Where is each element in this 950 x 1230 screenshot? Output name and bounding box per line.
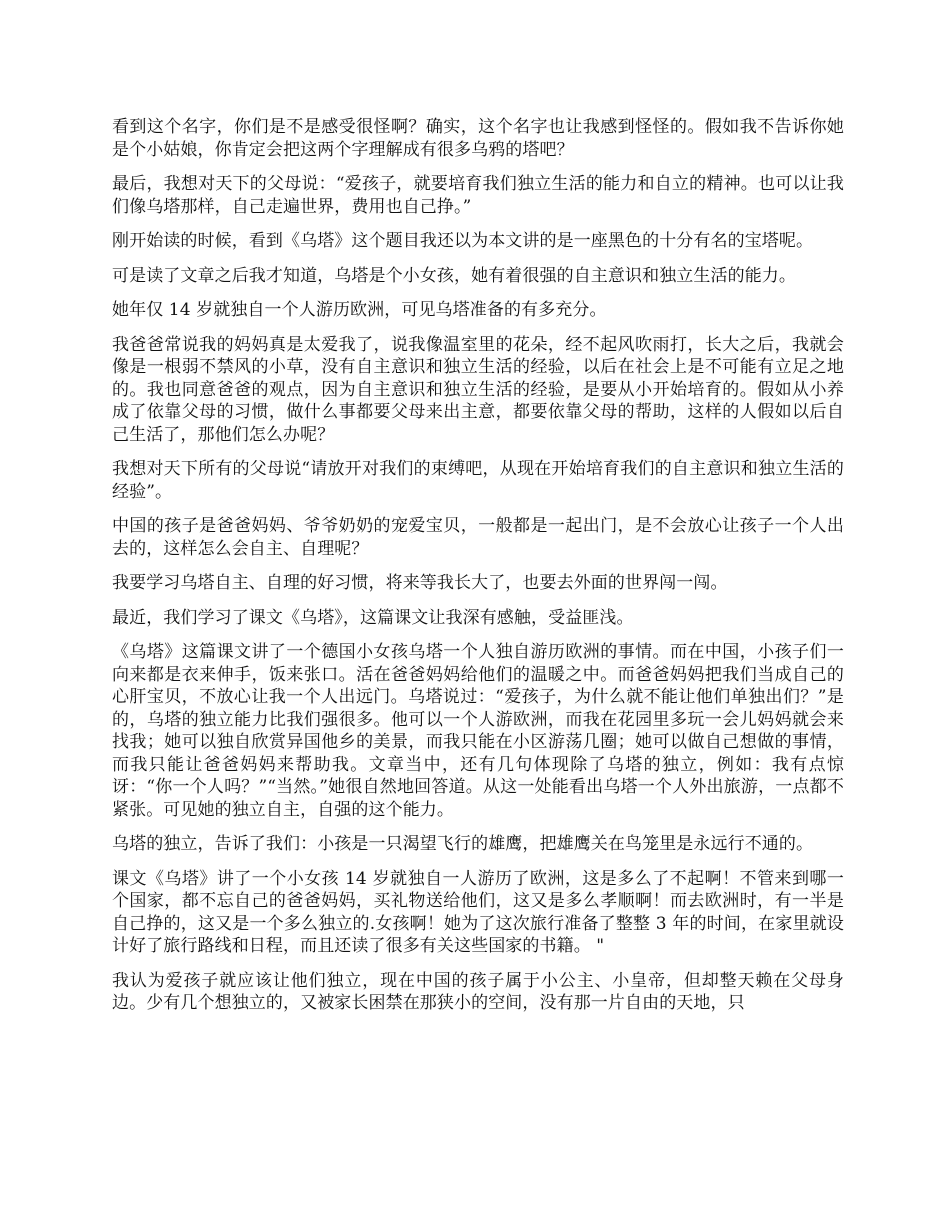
paragraph: 中国的孩子是爸爸妈妈、爷爷奶奶的宠爱宝贝，一般都是一起出门，是不会放心让孩子一个人出去的，这样怎么会自主、自理呢？ bbox=[112, 516, 844, 559]
paragraph: 乌塔的独立，告诉了我们：小孩是一只渴望飞行的雄鹰，把雄鹰关在鸟笼里是永远行不通的。 bbox=[112, 834, 814, 854]
paragraph: 可是读了文章之后我才知道，乌塔是个小女孩，她有着很强的自主意识和独立生活的能力。 bbox=[112, 265, 796, 286]
document-body bbox=[112, 116, 844, 1027]
paragraph: 看到这个名字，你们是不是感受很怪啊？确实，这个名字也让我感到怪怪的。假如我不告诉你她是个小姑娘，你肯定会把这两个字理解成有很多乌鸦的塔吧？ bbox=[112, 117, 844, 160]
paragraph: 最近，我们学习了课文《乌塔》，这篇课文让我深有感触，受益匪浅。 bbox=[112, 607, 634, 628]
paragraph: 课文《乌塔》讲了一个小女孩 14 岁就独自一人游历了欧洲，这是多么了不起啊！不管来到哪一个国家，都不忘自己的爸爸妈妈，买礼物送给他们，这又是多么孝顺啊！而去欧洲时，有一半是自己挣的，这又是一个多么独立的.女孩啊！她为了这次旅行准备了整整 3 年的时间，在家里就设计好了旅行路线和日程，而且还读了很多有关这些国家的书籍。 " bbox=[112, 868, 844, 956]
paragraph: 最后，我想对天下的父母说：“爱孩子，就要培育我们独立生活的能力和自立的精神。也可以让我们像乌塔那样，自己走遍世界，费用也自己挣。” bbox=[112, 174, 844, 217]
paragraph: 我要学习乌塔自主、自理的好习惯，将来等我长大了，也要去外面的世界闯一闯。 bbox=[112, 573, 728, 593]
paragraph: 我想对天下所有的父母说“请放开对我们的束缚吧，从现在开始培育我们的自主意识和独立生活的经验”。 bbox=[112, 459, 844, 502]
paragraph: 我爸爸常说我的妈妈真是太爱我了，说我像温室里的花朵，经不起风吹雨打，长大之后，我就会像是一根弱不禁风的小草，没有自主意识和独立生活的经验，以后在社会上是不可能有立足之地的。我也同意爸爸的观点，因为自主意识和独立生活的经验，是要从小开始培育的。假如从小养成了依靠父母的习惯，做什么事都要父母来出主意，都要依靠父母的帮助，这样的人假如以后自己生活了，那他们怎么办呢？ bbox=[112, 334, 844, 445]
paragraph: 《乌塔》这篇课文讲了一个德国小女孩乌塔一个人独自游历欧洲的事情。而在中国，小孩子们一向来都是衣来伸手，饭来张口。活在爸爸妈妈给他们的温暖之中。而爸爸妈妈把我们当成自己的心肝宝贝，不放心让我一个人出远门。乌塔说过：“爱孩子，为什么就不能让他们单独出们？”是的，乌塔的独立能力比我们强很多。他可以一个人游欧洲，而我在花园里多玩一会儿妈妈就会来找我；她可以独自欣赏异国他乡的美景，而我只能在小区游荡几圈；她可以做自己想做的事情，而我只能让爸爸妈妈来帮助我。文章当中，还有几句体现除了乌塔的独立，例如：我有点惊讶：“你一个人吗？”“当然。”她很自然地回答道。从这一处能看出乌塔一个人外出旅游，一点都不紧张。可见她的独立自主，自强的这个能力。 bbox=[112, 642, 844, 820]
paragraph: 刚开始读的时候，看到《乌塔》这个题目我还以为本文讲的是一座黑色的十分有名的宝塔呢。 bbox=[112, 231, 814, 251]
paragraph: 我认为爱孩子就应该让他们独立，现在中国的孩子属于小公主、小皇帝，但却整天赖在父母身边。少有几个想独立的，又被家长困禁在那狭小的空间，没有那一片自由的天地，只 bbox=[112, 970, 844, 1013]
paragraph: 她年仅 14 岁就独自一个人游历欧洲，可见乌塔准备的有多充分。 bbox=[112, 300, 607, 320]
